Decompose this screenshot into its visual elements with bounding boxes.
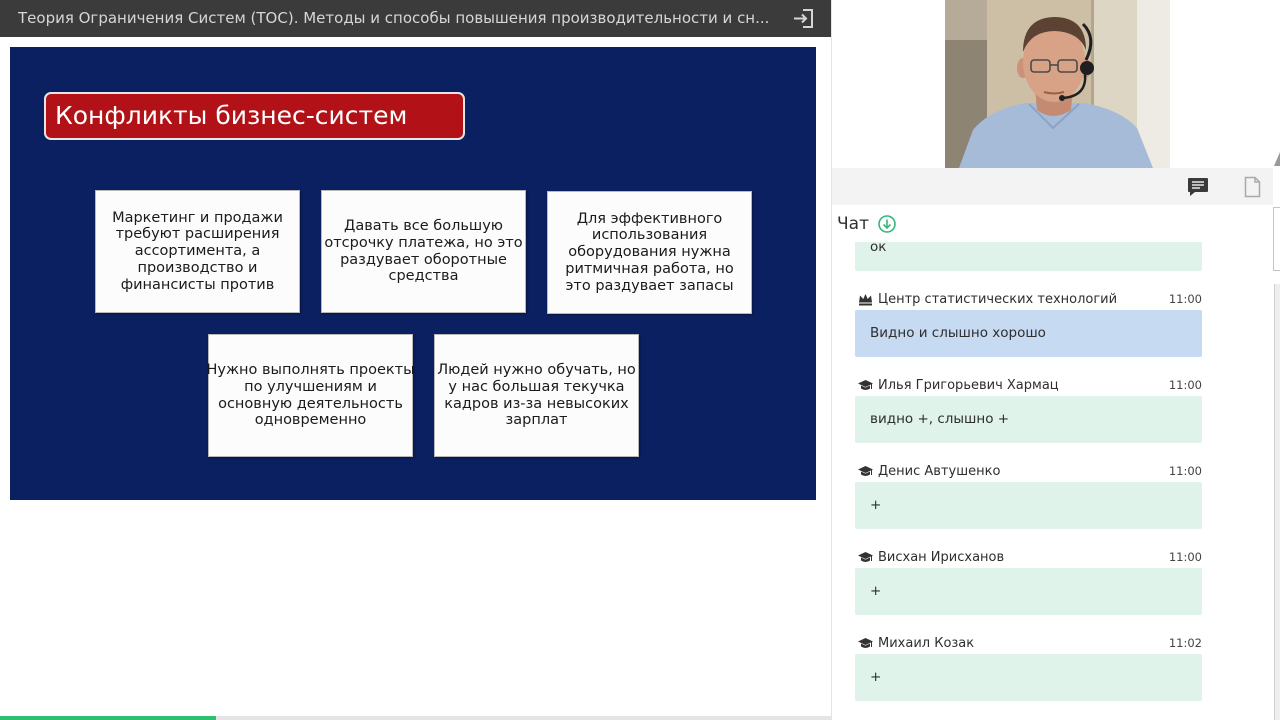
participant-video[interactable] xyxy=(945,0,1170,168)
conflict-line: это раздувает запасы xyxy=(565,277,734,294)
playback-progress-bar[interactable] xyxy=(0,716,831,720)
conflict-box xyxy=(547,191,752,314)
playback-progress-fill xyxy=(0,716,216,720)
panel-edge-marker xyxy=(1273,150,1280,168)
conflict-line: финансисты против xyxy=(120,276,275,293)
conflict-line: ритмичная работа, но xyxy=(565,260,734,277)
panel-tab-bar xyxy=(832,168,1273,205)
chat-message xyxy=(855,632,1202,718)
exit-button[interactable] xyxy=(791,6,816,31)
conflict-line: средства xyxy=(388,268,459,285)
conflict-line: по улучшениям и xyxy=(244,378,377,395)
exit-icon xyxy=(791,6,816,31)
message-time: 11:00 xyxy=(1168,464,1202,478)
chat-download-button[interactable] xyxy=(878,215,896,233)
slide-title: Конфликты бизнес-систем xyxy=(44,92,465,140)
graduation-cap-icon xyxy=(858,465,873,478)
message-bubble: Видно и слышно хорошо xyxy=(855,310,1202,357)
tab-documents[interactable] xyxy=(1244,176,1261,198)
message-author: Денис Автушенко xyxy=(878,463,1001,479)
top-bar xyxy=(0,0,831,37)
message-author: Илья Григорьевич Хармац xyxy=(878,377,1059,393)
conflict-line: ассортимента, а xyxy=(134,243,261,260)
conflict-line: у нас большая текучка xyxy=(448,378,625,395)
chat-message-list-content xyxy=(832,242,1273,718)
chat-message xyxy=(855,374,1202,460)
message-time: 11:02 xyxy=(1168,636,1202,650)
chat-message xyxy=(855,242,1202,288)
conflict-box xyxy=(321,190,526,313)
message-bubble: видно +, слышно + xyxy=(855,396,1202,443)
presentation-slide xyxy=(10,47,816,500)
conflict-line: требуют расширения xyxy=(115,226,280,243)
conflict-line: Маркетинг и продажи xyxy=(112,209,283,226)
conflict-line: основную деятельность xyxy=(218,395,403,412)
conflict-box xyxy=(434,334,639,457)
graduation-cap-icon xyxy=(858,551,873,564)
conflict-line: Давать все большую xyxy=(344,217,503,234)
page-title: Теория Ограничения Систем (ТОС). Методы и способы повышения производительности и сн... xyxy=(18,9,770,27)
conflict-line: Для эффективного xyxy=(576,210,723,227)
message-author: Висхан Ирисханов xyxy=(878,549,1005,565)
chat-icon xyxy=(1187,177,1209,197)
chat-message-list[interactable] xyxy=(832,242,1273,720)
panel-edge-box xyxy=(1273,207,1280,271)
conflict-line: кадров из-за невысоких xyxy=(444,395,629,412)
chat-message xyxy=(855,288,1202,374)
message-header xyxy=(855,288,1202,310)
conflict-line: Людей нужно обучать, но xyxy=(437,361,636,378)
conflict-line: раздувает оборотные xyxy=(340,251,507,268)
graduation-cap-icon xyxy=(858,379,873,392)
webcam-image xyxy=(945,0,1170,168)
graduation-cap-icon xyxy=(858,637,873,650)
chat-heading: Чат xyxy=(837,214,869,234)
conflict-line: оборудования нужна xyxy=(568,244,731,261)
message-header xyxy=(855,632,1202,654)
conflict-box xyxy=(208,334,413,457)
conflict-line: Нужно выполнять проекты xyxy=(206,361,415,378)
crown-icon xyxy=(858,293,873,306)
message-bubble: ок xyxy=(855,242,1202,271)
message-time: 11:00 xyxy=(1168,292,1202,306)
conflict-line: производство и xyxy=(137,259,258,276)
conflict-line: использования xyxy=(591,227,708,244)
chat-message xyxy=(855,546,1202,632)
message-bubble: + xyxy=(855,568,1202,615)
message-bubble: + xyxy=(855,482,1202,529)
message-bubble: + xyxy=(855,654,1202,701)
tab-chat[interactable] xyxy=(1187,177,1209,197)
panel-scroll-strip[interactable] xyxy=(1274,284,1280,720)
message-header xyxy=(855,460,1202,482)
message-author: Центр статистических технологий xyxy=(878,291,1118,307)
document-icon xyxy=(1244,176,1261,198)
message-header xyxy=(855,546,1202,568)
conflict-line: одновременно xyxy=(254,412,367,429)
conflict-line: отсрочку платежа, но это xyxy=(324,234,523,251)
message-time: 11:00 xyxy=(1168,550,1202,564)
message-author: Михаил Козак xyxy=(878,635,975,651)
message-header xyxy=(855,374,1202,396)
conflict-box xyxy=(95,190,300,313)
arrow-down-circle-icon xyxy=(878,215,896,233)
conflict-line: зарплат xyxy=(505,412,568,429)
chat-message xyxy=(855,460,1202,546)
message-time: 11:00 xyxy=(1168,378,1202,392)
